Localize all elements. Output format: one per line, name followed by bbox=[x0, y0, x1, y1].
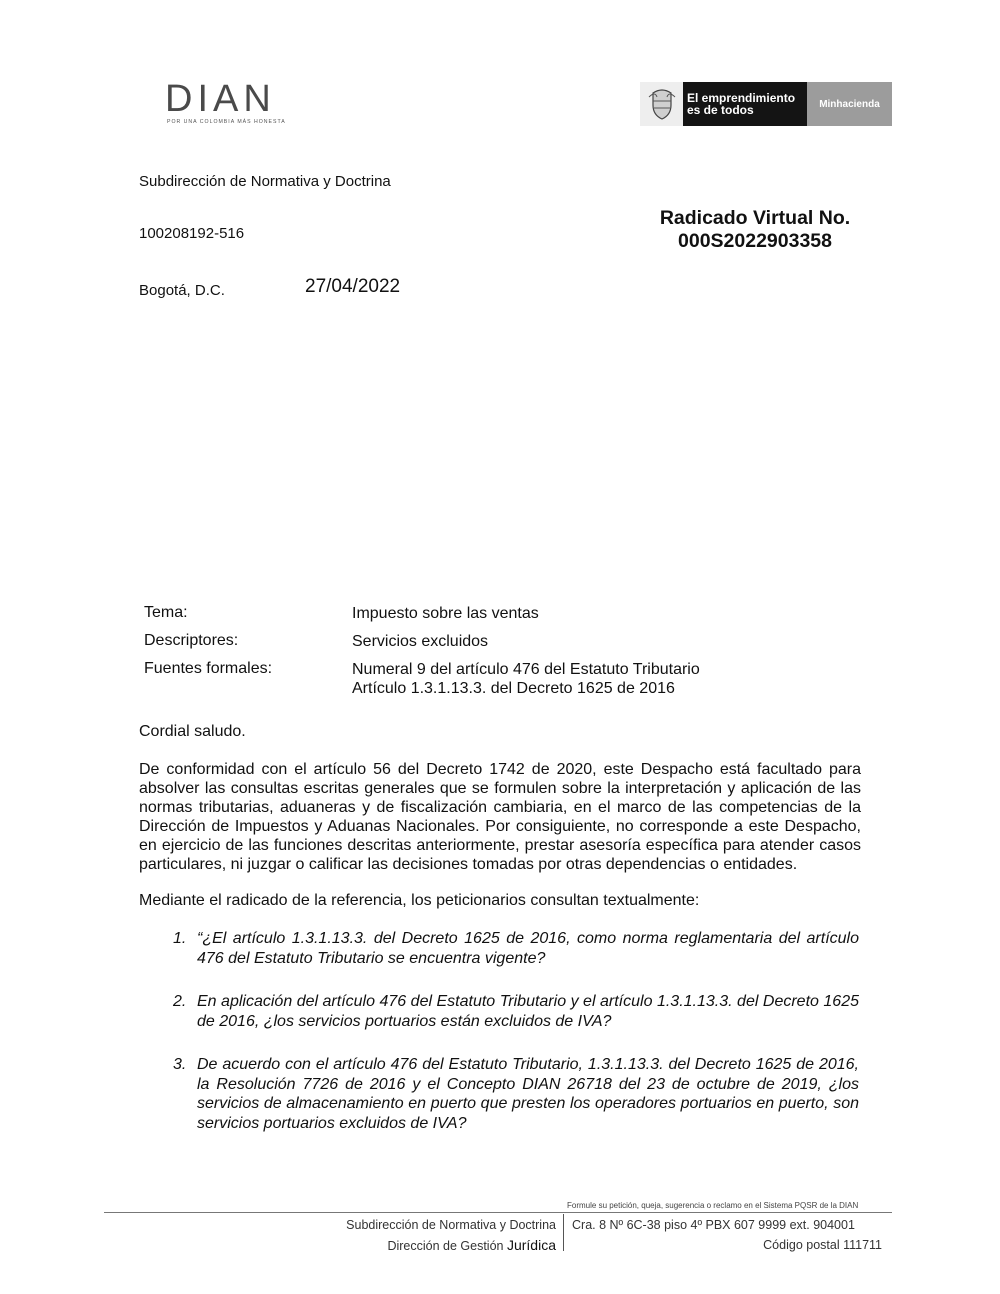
date: 27/04/2022 bbox=[305, 276, 401, 297]
list-item-text: En aplicación del artículo 476 del Estatuto Tributario y el artículo 1.3.1.13.3. del Decreto 1625 de 2016, ¿los servicios portuarios están excluidos de IVA? bbox=[197, 993, 859, 1030]
footer-right bbox=[572, 1215, 882, 1255]
footer-address: Cra. 8 Nº 6C-38 piso 4º PBX 607 9999 ext. 904001 bbox=[572, 1218, 855, 1232]
tema-value: Impuesto sobre las ventas bbox=[352, 605, 539, 622]
ministry-label: Minhacienda bbox=[807, 82, 892, 126]
reference-number: 100208192-516 bbox=[139, 225, 245, 242]
list-item bbox=[139, 929, 859, 968]
gov-slogan bbox=[683, 82, 807, 126]
fuentes-value-line-1: Numeral 9 del artículo 476 del Estatuto Tributario bbox=[352, 661, 700, 678]
fuentes-value bbox=[352, 660, 700, 698]
list-item-text: De acuerdo con el artículo 476 del Estatuto Tributario, 1.3.1.13.3. del Decreto 1625 de 2016, la Resolución 7726 de 2016 y el Concepto DIAN 26718 del 23 de octubre de 2019, ¿los servicios de almacenamiento en puerto que presten los operadores portuarios en puerto, son servicios portuarios excluidos de IVA? bbox=[197, 1056, 859, 1132]
list-item bbox=[139, 1055, 859, 1133]
tema-label: Tema: bbox=[144, 604, 188, 621]
place: Bogotá, D.C. bbox=[139, 282, 225, 299]
footer-divider bbox=[104, 1212, 892, 1213]
fuentes-value-line-2: Artículo 1.3.1.13.3. del Decreto 1625 de 2016 bbox=[352, 680, 675, 697]
footer-postal-code: Código postal 111711 bbox=[763, 1238, 882, 1252]
footer-office: Subdirección de Normativa y Doctrina bbox=[346, 1218, 556, 1232]
descriptores-label: Descriptores: bbox=[144, 632, 239, 649]
government-banner bbox=[640, 82, 892, 126]
paragraph-1: De conformidad con el artículo 56 del Decreto 1742 de 2020, este Despacho está facultado para absolver las consultas escritas generales que se formulen sobre la interpretación y aplicación de las normas tributarias, aduaneras y de fiscalización cambiaria, en el marco de las competencias de la Dirección de Impuestos y Aduanas Nacionales. Por consiguiente, no corresponde a este Despacho, en ejercicio de las funciones descritas anteriormente, prestar asesoría específica para atender casos particulares, ni juzgar o calificar las decisiones tomadas por otras dependencias o entidades. bbox=[139, 761, 861, 873]
radicado-label: Radicado Virtual No. bbox=[659, 207, 851, 229]
radicado-block bbox=[640, 207, 870, 253]
dian-tagline: POR UNA COLOMBIA MÁS HONESTA bbox=[167, 119, 286, 125]
list-item bbox=[139, 992, 859, 1031]
dian-logo bbox=[165, 80, 325, 130]
list-item-number: 2. bbox=[173, 993, 187, 1010]
greeting: Cordial saludo. bbox=[139, 723, 246, 740]
gov-slogan-line-2: es de todos bbox=[687, 103, 754, 117]
footer-left bbox=[200, 1215, 556, 1256]
list-item-number: 3. bbox=[173, 1056, 187, 1073]
footer-direction-emph: Jurídica bbox=[506, 1237, 556, 1253]
footer-direction-prefix: Dirección de Gestión bbox=[387, 1239, 507, 1253]
pqsr-note: Formule su petición, queja, sugerencia o reclamo en el Sistema PQSR de la DIAN bbox=[567, 1201, 859, 1210]
footer-vertical-divider bbox=[563, 1214, 564, 1251]
dian-logo-text: DIAN bbox=[165, 78, 276, 120]
gov-slogan-line-1: El emprendimiento bbox=[687, 91, 796, 105]
list-item-number: 1. bbox=[173, 930, 187, 947]
questions-list bbox=[139, 929, 859, 1133]
footer-direction bbox=[200, 1235, 556, 1256]
descriptores-value: Servicios excluidos bbox=[352, 633, 489, 650]
list-item-text: “¿El artículo 1.3.1.13.3. del Decreto 1625 de 2016, como norma reglamentaria del artículo 476 del Estatuto Tributario se encuentra vigente? bbox=[197, 930, 859, 967]
radicado-number: 000S2022903358 bbox=[678, 230, 832, 252]
paragraph-2: Mediante el radicado de la referencia, los peticionarios consultan textualmente: bbox=[139, 892, 700, 909]
coat-of-arms-icon bbox=[640, 82, 683, 126]
office-name: Subdirección de Normativa y Doctrina bbox=[139, 173, 391, 190]
fuentes-label: Fuentes formales: bbox=[144, 660, 273, 677]
